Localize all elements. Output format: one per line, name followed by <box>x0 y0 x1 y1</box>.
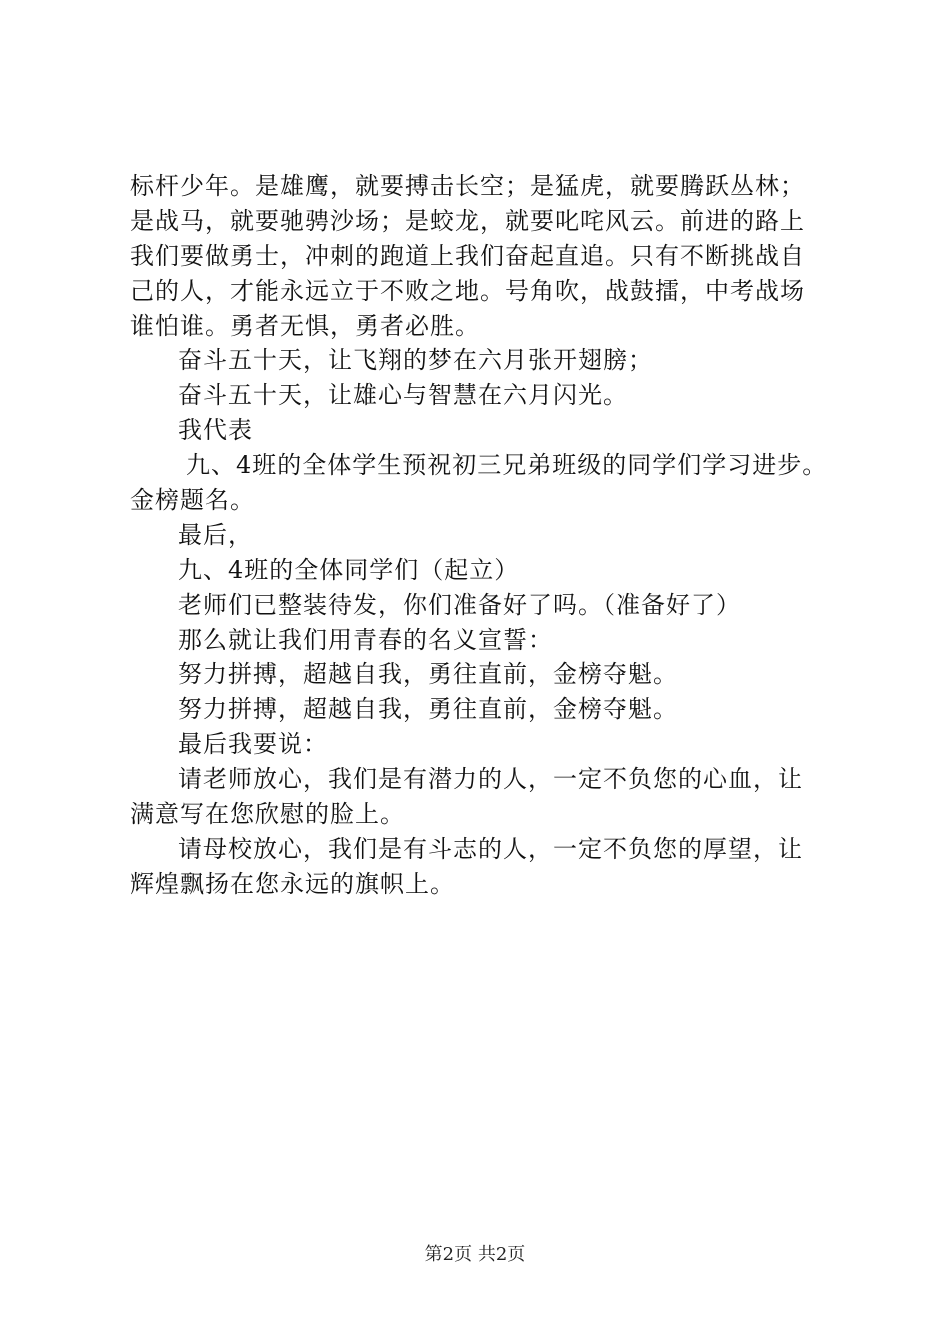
text-line: 奋斗五十天，让雄心与智慧在六月闪光。 <box>178 381 628 410</box>
text-line: 金榜题名。 <box>130 486 255 515</box>
text-line: 满意写在您欣慰的脸上。 <box>130 800 405 829</box>
text-line: 努力拼搏，超越自我，勇往直前，金榜夺魁。 <box>178 660 678 689</box>
text-line: 九、4班的全体同学们（起立） <box>178 555 520 584</box>
text-line: 谁怕谁。勇者无惧，勇者必胜。 <box>130 311 480 340</box>
text-line: 我代表 <box>178 416 253 445</box>
text-line: 请母校放心，我们是有斗志的人，一定不负您的厚望，让 <box>178 834 803 863</box>
text-line: 标杆少年。是雄鹰，就要搏击长空；是猛虎，就要腾跃丛林； <box>130 172 805 200</box>
text-line: 努力拼搏，超越自我，勇往直前，金榜夺魁。 <box>178 695 678 724</box>
text-line: 老师们已整装待发，你们准备好了吗。（准备好了） <box>178 590 741 619</box>
text-line: 九、4班的全体学生预祝初三兄弟班级的同学们学习进步。 <box>186 451 828 480</box>
text-line: 我们要做勇士，冲刺的跑道上我们奋起直追。只有不断挑战自 <box>130 241 805 270</box>
document-body <box>130 169 850 902</box>
text-line: 奋斗五十天，让飞翔的梦在六月张开翅膀； <box>178 346 653 375</box>
text-line: 己的人，才能永远立于不败之地。号角吹，战鼓擂，中考战场 <box>130 276 805 305</box>
page-footer <box>0 1243 950 1267</box>
text-line: 请老师放心，我们是有潜力的人，一定不负您的心血，让 <box>178 765 803 794</box>
text-line: 那么就让我们用青春的名义宣誓： <box>178 625 553 654</box>
page-number-label: 第2页 共2页 <box>424 1244 526 1265</box>
text-line: 最后我要说： <box>178 730 328 759</box>
text-line: 最后， <box>178 520 253 549</box>
text-line: 辉煌飘扬在您永远的旗帜上。 <box>130 869 455 898</box>
text-line: 是战马，就要驰骋沙场；是蛟龙，就要叱咤风云。前进的路上 <box>130 206 805 235</box>
